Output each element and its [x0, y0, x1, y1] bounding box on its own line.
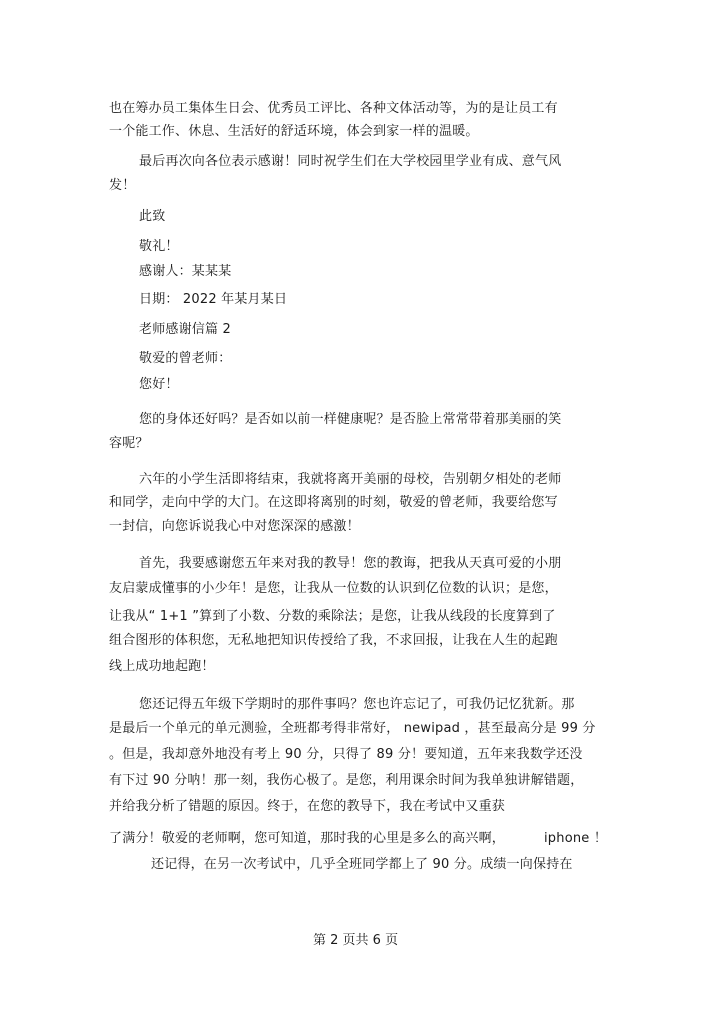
- paragraph-line: 也在筹办员工集体生日会、优秀员工评比、各种文体活动等，为的是让员工有: [109, 101, 558, 116]
- paragraph-line: 有下过 90 分呐！那一刻，我伤心极了。是您，利用课余时间为我单独讲解错题，: [109, 773, 584, 788]
- paragraph-line: 还记得，在另一次考试中，几乎全班同学都上了 90 分。成绩一向保持在: [151, 857, 573, 872]
- paragraph-line: 并给我分析了错题的原因。终于，在您的教导下，我在考试中又重获: [109, 799, 506, 814]
- paragraph-line: 发！: [109, 178, 136, 193]
- salutation-line: 敬爱的曾老师：: [139, 351, 232, 366]
- greeting-line: 您好！: [139, 377, 179, 392]
- paragraph-line: 您的身体还好吗？是否如以前一样健康呢？是否脸上常常带着那美丽的笑: [139, 412, 562, 427]
- paragraph-line: 线上成功地起跑！: [109, 659, 215, 674]
- paragraph-line: 组合图形的体积您，无私地把知识传授给了我，不求回报，让我在人生的起跑: [109, 633, 558, 648]
- signature-line: 感谢人：某某某: [139, 264, 232, 279]
- paragraph-line: 首先，我要感谢您五年来对我的教导！您的教诲，把我从天真可爱的小朋: [139, 556, 562, 571]
- section-title: 老师感谢信篇 2: [139, 322, 232, 337]
- paragraph-line: 一个能工作、休息、生活好的舒适环境，体会到家一样的温暖。: [109, 124, 479, 139]
- paragraph-line: 六年的小学生活即将结束，我就将离开美丽的母校，告别朝夕相处的老师: [139, 472, 562, 487]
- paragraph-line: 让我从“ 1+1 ”算到了小数、分数的乘除法；是您，让我从线段的长度算到了: [109, 609, 556, 624]
- paragraph-line: 友启蒙成懂事的小少年！是您，让我从一位数的认识到亿位数的认识；是您，: [109, 581, 558, 596]
- paragraph-line: 容呢？: [109, 436, 149, 451]
- page-number-footer: 第 2 页共 6 页: [313, 933, 399, 948]
- paragraph-line-tail: iphone ！: [544, 831, 608, 846]
- paragraph-line: 一封信，向您诉说我心中对您深深的感激！: [109, 519, 360, 534]
- closing-line: 此致: [139, 209, 166, 224]
- paragraph-line: 了满分！敬爱的老师啊，您可知道，那时我的心里是多么的高兴啊，: [109, 831, 506, 846]
- paragraph-line: 是最后一个单元的单元测验，全班都考得非常好， newipad ，甚至最高分是 99 分: [109, 721, 596, 736]
- paragraph-line: 最后再次向各位表示感谢！同时祝学生们在大学校园里学业有成、意气风: [139, 154, 562, 169]
- paragraph-line: 。但是，我却意外地没有考上 90 分，只得了 89 分！要知道，五年来我数学还没: [109, 747, 583, 762]
- closing-line: 敬礼！: [139, 239, 179, 254]
- paragraph-line: 和同学，走向中学的大门。在这即将离别的时刻，敬爱的曾老师，我要给您写: [109, 495, 558, 510]
- paragraph-line: 您还记得五年级下学期时的那件事吗？您也许忘记了，可我仍记忆犹新。那: [139, 697, 575, 712]
- date-line: 日期： 2022 年某月某日: [139, 292, 288, 307]
